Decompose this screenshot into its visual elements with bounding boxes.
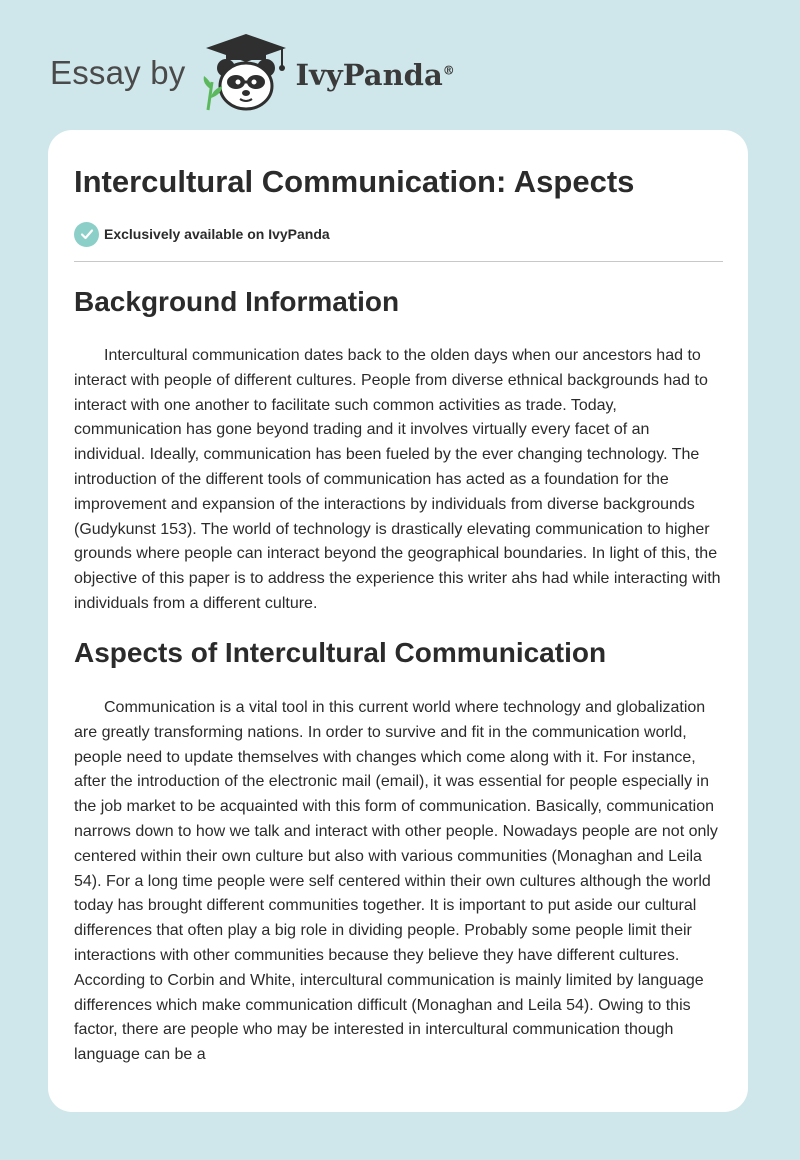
- section-paragraph-background: Intercultural communication dates back to the olden days when our ancestors had to interact with people of different cultures. People from diverse ethnical backgrounds had to interact with one another to facilitate such common activities as trade. Today, communication has gone beyond trading and it involves virtually every facet of an individual. Ideally, communication has been fueled by the ever changing technology. The introduction of the different tools of communication has acted as a foundation for the improvement and expansion of the interactions by individuals from diverse backgrounds (Gudykunst 153). The world of technology is drastically elevating communication to higher grounds where people can interact beyond the geographical boundaries. In light of this, the objective of this paper is to address the experience this writer ahs had while interacting with individuals from a different culture.: [74, 347, 721, 612]
- page-title: Intercultural Communication: Aspects: [74, 164, 635, 199]
- section-paragraph-aspects: Communication is a vital tool in this current world where technology and globalization are greatly transforming nations. In order to survive and fit in the communication world, people need to update themselves with changes which come along with it. For instance, after the introduction of the electronic mail (email), it was essential for people especially in the job market to be acquainted with this form of communication. Basically, communication narrows down to how we talk and interact with other people. Nowadays people are not only centered within their own culture but also with various communities (Monaghan and Leila 54). For a long time people were self centered within their own cultures although the world today has brought different communities together. It is important to put aside our cultural differences that often play a big role in dividing people. Probably some people limit their interactions with other communities because they believe they have different cultures. According to Corbin and White, intercultural communication is mainly limited by language differences which make communication difficult (Monaghan and Leila 54). Owing to this factor, there are people who may be interested in intercultural communication though language can be a: [74, 699, 718, 1064]
- brand-name-text: IvyPanda: [295, 58, 443, 92]
- registered-mark: ®: [442, 63, 455, 78]
- section-heading-aspects: Aspects of Intercultural Communication: [74, 637, 607, 668]
- divider: [74, 261, 723, 262]
- panda-graduate-icon[interactable]: [198, 32, 294, 114]
- exclusive-badge-label: Exclusively available on IvyPanda: [104, 226, 330, 242]
- brand-name[interactable]: [296, 58, 455, 92]
- essay-card: [48, 130, 748, 1112]
- brand-header: [50, 28, 455, 118]
- section-heading-background: Background Information: [74, 286, 400, 317]
- exclusive-badge: [74, 221, 330, 247]
- check-icon: [74, 222, 99, 247]
- essay-by-label: Essay by: [50, 54, 186, 91]
